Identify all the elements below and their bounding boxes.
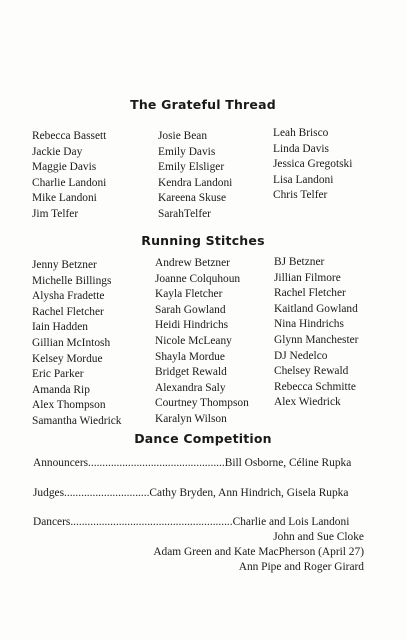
member-name: BJ Betzner bbox=[274, 256, 325, 268]
member-name: Rebecca Bassett bbox=[32, 130, 107, 142]
member-name: Heidi Hindrichs bbox=[155, 319, 229, 332]
member-name: Lisa Landoni bbox=[273, 173, 334, 186]
member-name: Alysha Fradette bbox=[32, 290, 105, 303]
member-name: Gillian McIntosh bbox=[32, 336, 111, 349]
member-name: Rebecca Schmitte bbox=[274, 380, 356, 393]
dancers-pair: Ann Pipe and Roger Girard bbox=[238, 561, 364, 573]
grateful-thread-column-2 bbox=[158, 129, 232, 223]
member-name: Rachel Fletcher bbox=[32, 305, 104, 318]
member-name: Kaitland Gowland bbox=[274, 302, 358, 315]
member-name: Alex Wiedrick bbox=[274, 396, 341, 409]
member-name: Kayla Fletcher bbox=[155, 288, 223, 301]
member-name: Jessica Gregotski bbox=[273, 158, 353, 171]
member-name: Kendra Landoni bbox=[158, 176, 233, 189]
member-name: Bridget Rewald bbox=[155, 366, 227, 379]
running-stitches-column-2 bbox=[155, 256, 249, 428]
member-name: Andrew Betzner bbox=[155, 257, 230, 269]
running-stitches-column-1 bbox=[32, 258, 121, 430]
judges-line: Judges..............................Cathy Bryden, Ann Hindrich, Gisela Rupka bbox=[33, 487, 349, 499]
member-name: Maggie Davis bbox=[32, 161, 97, 174]
member-name: Eric Parker bbox=[32, 368, 84, 381]
dancers-pair: John and Sue Cloke bbox=[273, 531, 364, 543]
section-title-grateful-thread: The Grateful Thread bbox=[130, 97, 276, 112]
grateful-thread-column-3 bbox=[273, 126, 352, 204]
grateful-thread-column-1 bbox=[32, 129, 106, 223]
member-name: Jackie Day bbox=[32, 145, 83, 158]
member-name: Courtney Thompson bbox=[155, 397, 249, 410]
member-name: Josie Bean bbox=[158, 130, 208, 142]
member-name: Rachel Fletcher bbox=[274, 287, 346, 300]
announcers-line: Announcers................................................Bill Osborne, Céline Rupka bbox=[33, 457, 352, 469]
member-name: Jenny Betzner bbox=[32, 259, 97, 271]
member-name: Charlie Landoni bbox=[32, 176, 107, 189]
member-name: Michelle Billings bbox=[32, 274, 112, 287]
member-name: Glynn Manchester bbox=[274, 333, 359, 346]
member-name: Nina Hindrichs bbox=[274, 318, 344, 331]
member-name: SarahTelfer bbox=[158, 207, 211, 220]
member-name: Emily Elsliger bbox=[158, 161, 225, 174]
section-title-running-stitches: Running Stitches bbox=[141, 233, 265, 248]
member-name: Karalyn Wilson bbox=[155, 412, 227, 425]
member-name: DJ Nedelco bbox=[274, 349, 328, 362]
member-name: Samantha Wiedrick bbox=[32, 414, 122, 427]
member-name: Alex Thompson bbox=[32, 399, 106, 412]
member-name: Chris Telfer bbox=[273, 189, 328, 202]
member-name: Nicole McLeany bbox=[155, 334, 232, 347]
member-name: Kareena Skuse bbox=[158, 192, 226, 205]
running-stitches-column-3 bbox=[274, 255, 358, 411]
member-name: Shayla Mordue bbox=[155, 350, 225, 363]
member-name: Emily Davis bbox=[158, 145, 216, 158]
dancers-pair: Adam Green and Kate MacPherson (April 27) bbox=[153, 546, 364, 558]
member-name: Amanda Rip bbox=[32, 383, 90, 396]
member-name: Chelsey Rewald bbox=[274, 365, 349, 378]
member-name: Jim Telfer bbox=[32, 207, 79, 220]
member-name: Jillian Filmore bbox=[274, 271, 341, 284]
member-name: Iain Hadden bbox=[32, 321, 88, 334]
member-name: Kelsey Mordue bbox=[32, 352, 103, 365]
member-name: Joanne Colquhoun bbox=[155, 272, 241, 285]
member-name: Linda Davis bbox=[273, 142, 329, 155]
member-name: Alexandra Saly bbox=[155, 381, 226, 394]
member-name: Sarah Gowland bbox=[155, 303, 226, 316]
member-name: Leah Brisco bbox=[273, 127, 329, 139]
member-name: Mike Landoni bbox=[32, 192, 97, 205]
section-title-dance-competition: Dance Competition bbox=[134, 431, 272, 446]
dancers-line: Dancers.........................................................Charlie and Lois Landoni bbox=[33, 516, 350, 528]
